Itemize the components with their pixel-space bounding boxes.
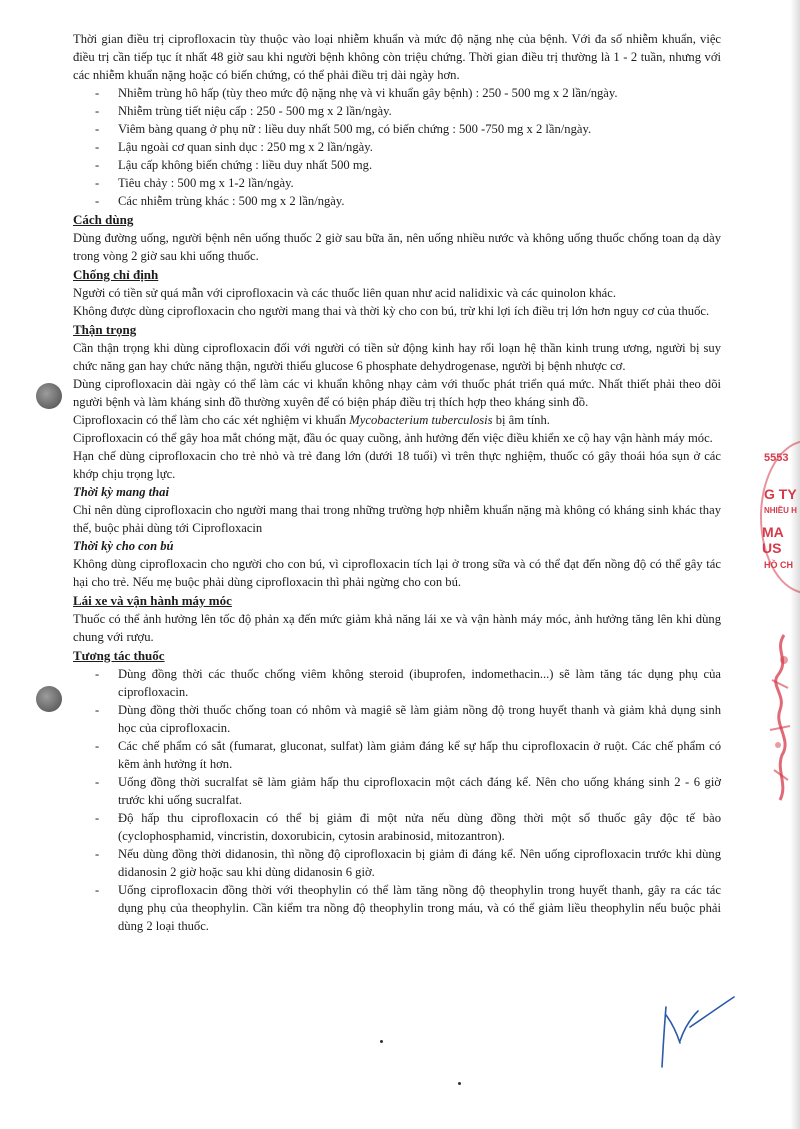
document-body: [73, 30, 721, 935]
list-item: - Uống ciprofloxacin đồng thời với theophylin có thể làm tăng nồng độ theophylin trong huyết thanh, gây ra các tác dụng phụ của theophylin. Cần kiểm tra nồng độ theophylin trong máu, và có thể giảm liều theophylin nếu buộc phải dùng 2 loại thuốc.: [73, 881, 721, 935]
list-item: - Dùng đồng thời các thuốc chống viêm không steroid (ibuprofen, indomethacin...) sẽ làm tăng tác dụng phụ của ciprofloxacin.: [73, 665, 721, 701]
pregnancy-heading: Thời kỳ mang thai: [73, 485, 169, 499]
contraindications-heading: Chống chỉ định: [73, 267, 159, 282]
precautions-paragraph: Cần thận trọng khi dùng ciprofloxacin đối với người có tiền sử động kinh hay rối loạn hệ thần kinh trung ương, người bị suy chức năng gan hay chức năng thận, người thiếu glucose 6 phosphate dehydrogenase, người bị bệnh nhược cơ.: [73, 341, 721, 373]
stamp-text: 5553: [764, 452, 789, 464]
text-span: Ciprofloxacin có thể làm cho các xét nghiệm vi khuẩn: [73, 413, 350, 427]
driving-heading: Lái xe và vận hành máy móc: [73, 593, 232, 608]
list-item: - Nhiễm trùng hô hấp (tùy theo mức độ nặng nhẹ và vi khuẩn gây bệnh) : 250 - 500 mg x 2 lần/ngày.: [73, 84, 721, 102]
list-item: - Nhiễm trùng tiết niệu cấp : 250 - 500 mg x 2 lần/ngày.: [73, 102, 721, 120]
lactation-paragraph: Không dùng ciprofloxacin cho người cho con bú, vì ciprofloxacin tích lại ở trong sữa và có thể đạt đến nồng độ có thể gây tác hại cho trẻ. Nếu mẹ buộc phải dùng ciprofloxacin thì phải ngừng cho con bú.: [73, 557, 721, 589]
scan-speck: [380, 1040, 383, 1043]
list-item: - Uống đồng thời sucralfat sẽ làm giảm hấp thu ciprofloxacin một cách đáng kể. Nên cho uống kháng sinh 2 - 6 giờ trước khi uống sucralfat.: [73, 773, 721, 809]
precautions-heading: Thận trọng: [73, 322, 137, 337]
list-item: - Viêm bàng quang ở phụ nữ : liều duy nhất 500 mg, có biến chứng : 500 -750 mg x 2 lần/ngày.: [73, 120, 721, 138]
precautions-paragraph: [73, 411, 721, 429]
dosage-list: [73, 84, 721, 210]
pregnancy-paragraph: Chỉ nên dùng ciprofloxacin cho người mang thai trong những trường hợp nhiễm khuẩn nặng mà không có kháng sinh khác thay thế, buộc phải dùng tới Ciprofloxacin: [73, 503, 721, 535]
stamp-seal-fragment: [766, 630, 796, 805]
list-item: - Lậu cấp không biến chứng : liều duy nhất 500 mg.: [73, 156, 721, 174]
usage-paragraph: Dùng đường uống, người bệnh nên uống thuốc 2 giờ sau bữa ăn, nên uống nhiều nước và không uống thuốc chống toan dạ dày trong vòng 2 giờ sau khi uống thuốc.: [73, 231, 721, 263]
list-item: - Nếu dùng đồng thời didanosin, thì nồng độ ciprofloxacin bị giảm đi đáng kể. Nên uống ciprofloxacin trước khi dùng didanosin 2 giờ hoặc sau khi dùng didanosin 6 giờ.: [73, 845, 721, 881]
list-item: - Tiêu chảy : 500 mg x 1-2 lần/ngày.: [73, 174, 721, 192]
stamp-text: G TY: [764, 486, 797, 502]
list-item: - Các chế phẩm có sắt (fumarat, gluconat, sulfat) làm giảm đáng kể sự hấp thu ciprofloxacin ở ruột. Các chế phẩm có kẽm ảnh hưởng ít hơn.: [73, 737, 721, 773]
punch-hole-bottom: [36, 686, 62, 712]
list-item: - Các nhiễm trùng khác : 500 mg x 2 lần/ngày.: [73, 192, 721, 210]
signature: [650, 995, 740, 1070]
organism-name: Mycobacterium tuberculosis: [349, 413, 493, 427]
interactions-heading: Tương tác thuốc: [73, 648, 165, 663]
scan-speck: [458, 1082, 461, 1085]
usage-heading: Cách dùng: [73, 212, 134, 227]
intro-paragraph: Thời gian điều trị ciprofloxacin tùy thuộc vào loại nhiễm khuẩn và mức độ nặng nhẹ của bệnh. Với đa số nhiễm khuẩn, việc điều trị cần tiếp tục ít nhất 48 giờ sau khi người bệnh không còn triệu chứng. Thời gian điều trị thường là 1 - 2 tuần, nhưng với các nhiễm khuẩn nặng hoặc có biến chứng, có thể phải điều trị dài ngày hơn.: [73, 32, 721, 82]
list-item: - Lậu ngoài cơ quan sinh dục : 250 mg x 2 lần/ngày.: [73, 138, 721, 156]
interactions-list: [73, 665, 721, 935]
company-stamp: [758, 440, 800, 810]
stamp-text: MA US: [762, 524, 784, 556]
lactation-heading: Thời kỳ cho con bú: [73, 539, 174, 553]
driving-paragraph: Thuốc có thể ảnh hưởng lên tốc độ phản xạ đến mức giảm khả năng lái xe và vận hành máy móc, ảnh hưởng tăng lên khi dùng chung với rượu.: [73, 612, 721, 644]
precautions-paragraph: Hạn chế dùng ciprofloxacin cho trẻ nhỏ và trẻ đang lớn (dưới 18 tuổi) vì trên thực nghiệm, thuốc có gây thoái hóa sụn ở các khớp chịu trọng lực.: [73, 449, 721, 481]
list-item: - Độ hấp thu ciprofloxacin có thể bị giảm đi một nửa nếu dùng đồng thời một số thuốc gây độc tế bào (cyclophosphamid, vincristin, doxorubicin, cytosin arabinosid, mitozantron).: [73, 809, 721, 845]
contraindications-paragraph: Người có tiền sử quá mẫn với ciprofloxacin và các thuốc liên quan như acid nalidixic và các quinolon khác.: [73, 286, 616, 300]
text-span: bị âm tính.: [492, 413, 550, 427]
contraindications-paragraph: Không được dùng ciprofloxacin cho người mang thai và thời kỳ cho con bú, trừ khi lợi ích điều trị lớn hơn nguy cơ của thuốc.: [73, 304, 710, 318]
stamp-text: HỒ CH: [764, 560, 793, 570]
precautions-paragraph: Ciprofloxacin có thể gây hoa mắt chóng mặt, đầu óc quay cuồng, ảnh hưởng đến việc điều khiển xe cộ hay vận hành máy móc.: [73, 431, 713, 445]
precautions-paragraph: Dùng ciprofloxacin dài ngày có thể làm các vi khuẩn không nhạy cảm với thuốc phát triển quá mức. Nhất thiết phải theo dõi người bệnh và làm kháng sinh đồ thường xuyên để có biện pháp điều trị thích hợp theo kháng sinh đồ.: [73, 377, 721, 409]
punch-hole-top: [36, 383, 62, 409]
list-item: - Dùng đồng thời thuốc chống toan có nhôm và magiê sẽ làm giảm nồng độ trong huyết thanh và giảm khả dụng sinh học của ciprofloxacin.: [73, 701, 721, 737]
stamp-text: NHIỀU H: [764, 506, 797, 515]
